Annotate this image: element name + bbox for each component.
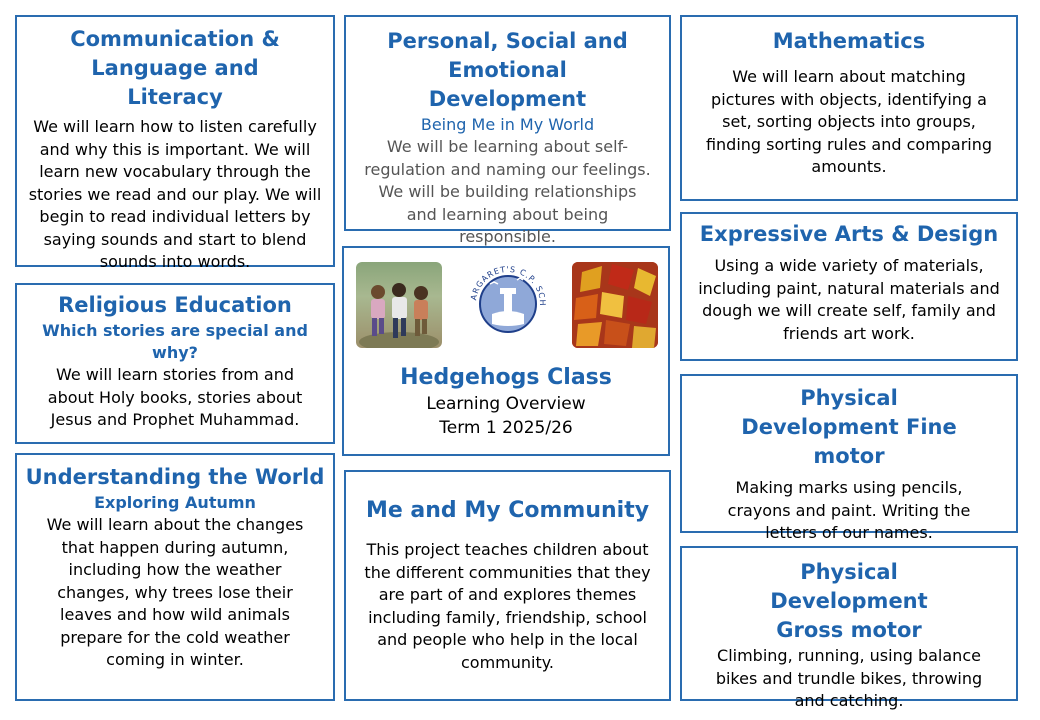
maths-box	[680, 15, 1018, 201]
fine-motor-body: Making marks using pencils, crayons and paint. Writing the letters of our names.	[727, 478, 971, 542]
re-box	[15, 283, 335, 444]
gross-motor-box	[680, 546, 1018, 710]
psed-title: Personal, Social and Emotional Development	[387, 29, 628, 111]
expressive-title: Expressive Arts & Design	[699, 222, 999, 246]
community-box	[344, 470, 671, 701]
autumn-leaves-photo	[572, 262, 658, 348]
communication-body: We will learn how to listen carefully and why this is important. We will learn new vocabulary through the stories we read and our play. We will begin to read individual letters by saying sounds and start to blend sounds into words.	[28, 117, 322, 271]
re-title: Religious Education	[58, 293, 292, 317]
utw-body: We will learn about the changes that happen during autumn, including how the weather changes, why trees lose their leaves and how wild animals prepare for the cold weather coming in winter.	[46, 515, 304, 669]
utw-subtitle: Exploring Autumn	[94, 493, 256, 512]
center-box	[342, 246, 670, 456]
expressive-body: Using a wide variety of materials, including paint, natural materials and dough we will create self, family and friends art work.	[698, 256, 1000, 343]
school-logo	[462, 258, 554, 350]
children-running-photo	[356, 262, 442, 348]
gross-motor-title: Physical Development Gross motor	[770, 560, 928, 642]
psed-subtitle: Being Me in My World	[420, 115, 595, 134]
communication-title: Communication & Language and Literacy	[70, 27, 280, 109]
community-body: This project teaches children about the different communities that they are part of and explores themes including family, friendship, school and people who help in the local community.	[364, 540, 651, 672]
utw-title: Understanding the World	[25, 465, 325, 489]
term-line: Term 1 2025/26	[439, 418, 573, 438]
psed-body: We will be learning about self-regulation and naming our feelings. We will be building relationships and learning about being responsible.	[364, 137, 651, 246]
re-body: We will learn stories from and about Holy books, stories about Jesus and Prophet Muhammad.	[47, 365, 303, 429]
expressive-box	[680, 212, 1018, 361]
overview-line: Learning Overview	[426, 394, 586, 414]
logo-text: ARGARET'S C.P. SCH	[469, 264, 548, 307]
re-subtitle: Which stories are special and why?	[42, 321, 308, 362]
utw-box	[15, 453, 335, 701]
maths-title: Mathematics	[772, 29, 926, 53]
gross-motor-body: Climbing, running, using balance bikes and trundle bikes, throwing and catching.	[715, 646, 983, 710]
class-name: Hedgehogs Class	[400, 365, 612, 390]
maths-body: We will learn about matching pictures with objects, identifying a set, sorting objects into groups, finding sorting rules and comparing amounts.	[705, 67, 993, 176]
center-text	[344, 364, 668, 440]
psed-box	[344, 15, 671, 246]
community-title: Me and My Community	[365, 498, 650, 523]
fine-motor-box	[680, 374, 1018, 542]
communication-box	[15, 15, 335, 271]
fine-motor-title: Physical Development Fine motor	[741, 386, 957, 468]
